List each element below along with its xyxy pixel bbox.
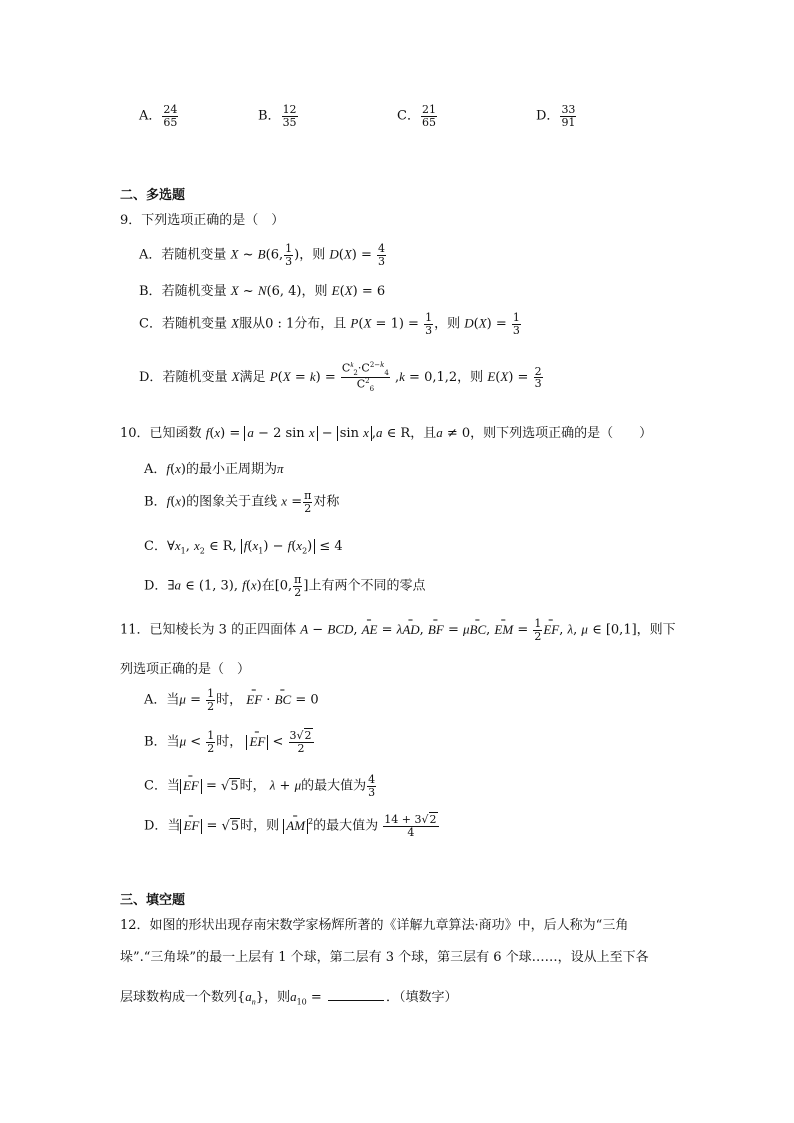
q10-option-a: A．f(x)的最小正周期为π (144, 461, 284, 477)
q11-stem-line1: 11．已知棱长为 3 的正四面体 A − BCD, ‗ AE = λ‗ AD, ‗ BF = μ‗ BC, ‗ EM = $\frac{1}{2}$ ‗ EF, λ, μ ∈ [0,1]，则下 (120, 618, 676, 642)
q12-line1: 12．如图的形状出现存南宋数学家杨辉所著的《详解九章算法·商功》中，后人称为“三角 (120, 918, 629, 933)
q11-stem-line2: 列选项正确的是（ ） (120, 662, 251, 677)
q11-option-d: D．当‗ EF = √5时，则 ‗ AM $^2$的最大值为 $\frac{14 + 3√2}{4}$ (144, 814, 440, 838)
q10-option-d: D．∃a ∈ (1, 3), f(x)在[0, $\frac{\pi}{2}$ ]上有两个不同的零点 (144, 573, 426, 599)
q10-stem: 10．已知函数 f(x) = a − 2 sin x − sin x ,a ∈ R，且a ≠ 0，则下列选项正确的是（ ） (120, 425, 653, 441)
q11-option-a: A．当μ = $\frac{1}{2}$ 时， ‗ EF · ‗ BC = 0 (144, 688, 319, 712)
q9-option-a: A．若随机变量 X ~ B(6, $\frac{1}{3}$ )，则 D(X) = $\frac{4}{3}$ (139, 242, 386, 268)
q10-option-c: C．$\forall x_1$, $x_2$ ∈ R, $f(x_1) - f(x_2) \le 4$ (144, 538, 343, 556)
q11-option-b: B．当μ < $\frac{1}{2}$ 时， ‗ EF < $\frac{3√2}{2}$ (144, 730, 315, 754)
q11-option-c: C．当‗ EF = √5时， λ + μ的最大值为 $\frac{4}{3}$ (144, 774, 377, 798)
answer-blank[interactable] (328, 988, 384, 1001)
section-heading-fill-blank: 三、填空题 (120, 893, 186, 908)
q9-option-d: D．若随机变量 X满足 P(X = k) = $\frac{C^k_2\cdot C^{2-k}_4}{C^2_6}$ ,k = 0,1,2，则 E(X) = $\frac{2}{3}$ (139, 361, 542, 394)
q8-option-b: B． $\frac{12}{35}$ (258, 103, 297, 129)
q12-line2: 垛”.“三角垛”的最一上层有 1 个球，第二层有 3 个球，第三层有 6 个球……，设从上至下各 (120, 950, 649, 965)
q10-option-b: B．f(x)的图象关于直线 x = $\frac{\pi}{2}$ 对称 (144, 489, 340, 515)
q9-option-c: C．若随机变量 X服从0 : 1分布，且 P(X = 1) = $\frac{1}{3}$ ，则 D(X) = $\frac{1}{3}$ (139, 311, 520, 337)
q8-option-c: C． $\frac{21}{65}$ (397, 103, 436, 129)
q9-stem: 9．下列选项正确的是（ ） (120, 213, 285, 228)
q8-option-a: A． $\frac{24}{65}$ (139, 103, 178, 129)
q12-line3: 层球数构成一个数列$\{a_n\}$，则$a_{10}$ = ．（填数字） (120, 989, 458, 1007)
q8-option-d: D． $\frac{33}{91}$ (536, 103, 576, 129)
q9-option-b: B．若随机变量 X ~ N(6, 4)，则 E(X) = 6 (139, 283, 386, 299)
section-heading-multiple-choice: 二、多选题 (120, 188, 186, 203)
